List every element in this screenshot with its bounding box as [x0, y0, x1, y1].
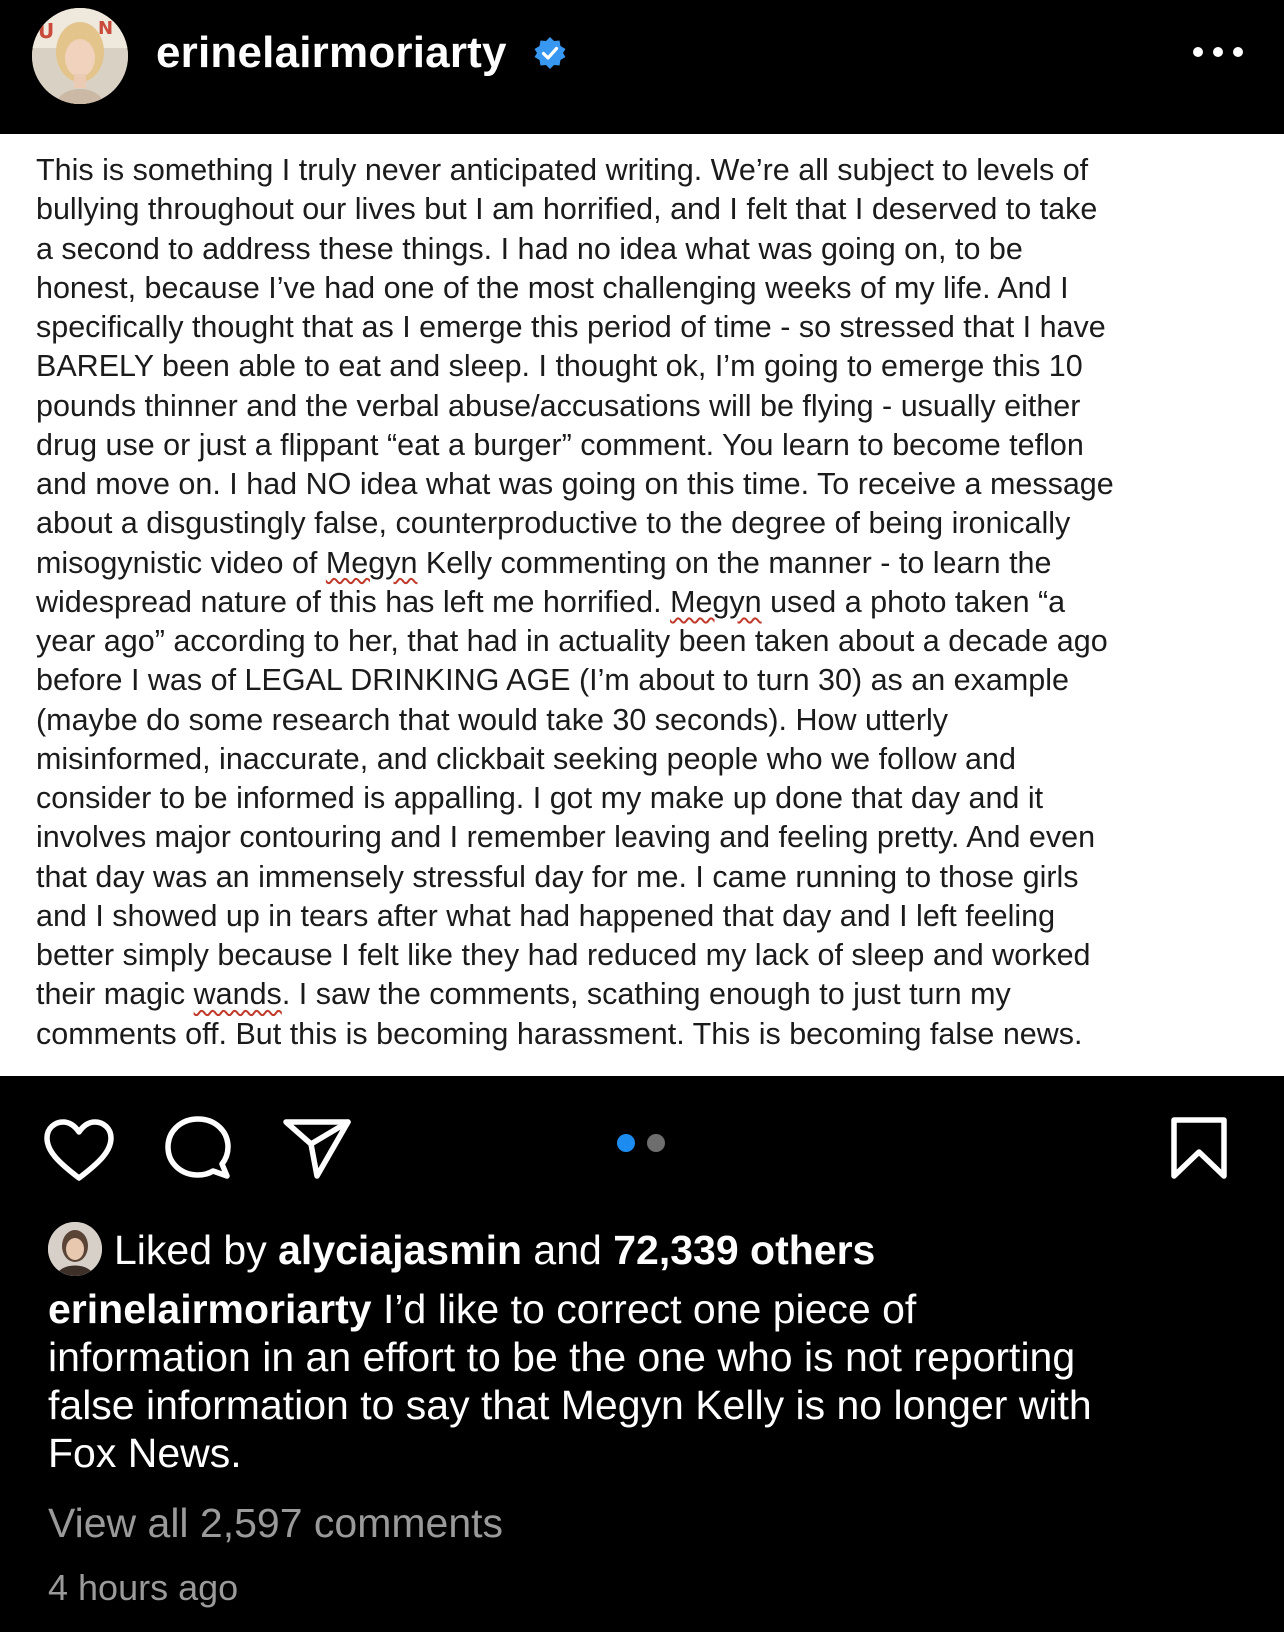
post-text-line	[36, 504, 1261, 543]
likes-text	[114, 1226, 875, 1274]
post-text-line	[36, 387, 1261, 426]
post-image[interactable]	[0, 134, 1284, 1076]
liker-username[interactable]: alyciajasmin	[278, 1227, 523, 1273]
likes-prefix: Liked by	[114, 1227, 267, 1273]
post-text-line	[36, 347, 1261, 386]
post-text-line	[36, 544, 1261, 583]
post-text-segment: and I showed up in tears after what had happened that day and I left feeling	[36, 898, 1056, 933]
profile-avatar[interactable]	[32, 8, 128, 104]
post-text-segment: that day was an immensely stressful day for me. I came running to those girls	[36, 859, 1079, 894]
misspelled-word: Megyn	[670, 584, 762, 619]
post-text-line	[36, 151, 1261, 190]
post-text-line	[36, 936, 1261, 975]
post-header	[0, 0, 1284, 134]
misspelled-word: wands	[193, 977, 282, 1012]
svg-text:U: U	[38, 19, 55, 43]
post-text-line	[36, 897, 1261, 936]
post-text-segment: involves major contouring and I remember leaving and feeling pretty. And even	[36, 820, 1096, 855]
likes-connector: and	[533, 1227, 602, 1273]
post-text-segment: pounds thinner and the verbal abuse/accusations will be flying - usually either	[36, 388, 1081, 423]
post-text-segment: misinformed, inaccurate, and clickbait seeking people who we follow and	[36, 741, 1016, 776]
svg-text:N: N	[98, 18, 114, 39]
post-text-line	[36, 308, 1261, 347]
post-text-segment: Kelly commenting on the manner - to learn the	[417, 545, 1052, 580]
post-text-line	[36, 779, 1261, 818]
post-image-text	[36, 151, 1261, 1054]
post-text-segment: specifically thought that as I emerge this period of time - so stressed that I have	[36, 310, 1106, 344]
post-text-segment: widespread nature of this has left me horrified.	[36, 584, 671, 619]
caption-line: false information to say that Megyn Kelly is no longer with	[48, 1382, 1092, 1428]
post-text-segment: about a disgustingly false, counterproductive to the degree of being ironically	[36, 506, 1071, 541]
post-text-segment: a second to address these things. I had no idea what was going on, to be	[36, 231, 1023, 266]
post-text-segment: before I was of LEGAL DRINKING AGE (I’m about to turn 30) as an example	[36, 663, 1069, 698]
post-text-line	[36, 975, 1261, 1014]
post-text-segment: . I saw the comments, scathing enough to just turn my	[281, 977, 1011, 1012]
heart-icon[interactable]	[42, 1118, 116, 1184]
post-text-line	[36, 622, 1261, 661]
caption-line: Fox News.	[48, 1430, 242, 1476]
view-all-comments-link[interactable]: View all 2,597 comments	[48, 1500, 504, 1546]
bookmark-icon[interactable]	[1168, 1116, 1230, 1182]
post-text-segment: used a photo taken “a	[761, 584, 1066, 619]
post-text-segment: BARELY been able to eat and sleep. I thought ok, I’m going to emerge this 10	[36, 349, 1083, 384]
post-text-segment: their magic	[36, 977, 194, 1012]
post-text-segment: (maybe do some research that would take 30 seconds). How utterly	[36, 702, 949, 737]
post-text-line	[36, 701, 1261, 740]
post-text-segment: honest, because I’ve had one of the most challenging weeks of my life. And I	[36, 270, 1069, 305]
post-text-line	[36, 661, 1261, 700]
post-text-line	[36, 583, 1261, 622]
post-username[interactable]: erinelairmoriarty	[156, 28, 507, 77]
post-text-line	[36, 818, 1261, 857]
post-text-line	[36, 858, 1261, 897]
caption-line: information in an effort to be the one who is not reporting	[48, 1334, 1076, 1380]
carousel-dot-active	[617, 1134, 635, 1152]
liker-photo-icon	[48, 1222, 102, 1276]
post-text-line	[36, 269, 1261, 308]
post-text-line	[36, 740, 1261, 779]
caption-username[interactable]: erinelairmoriarty	[48, 1286, 372, 1332]
post-text-segment: bullying throughout our lives but I am horrified, and I felt that I deserved to take	[36, 192, 1098, 227]
more-options-icon[interactable]	[1190, 36, 1246, 68]
caption-text: I’d like to correct one piece of	[383, 1286, 917, 1332]
caption-line	[48, 1285, 1258, 1333]
likes-count[interactable]: 72,339 others	[613, 1227, 876, 1273]
profile-photo-icon	[32, 8, 128, 104]
post-text-line	[36, 465, 1261, 504]
post-text-segment: This is something I truly never anticipated writing. We’re all subject to levels of	[36, 153, 1089, 187]
post-text-line	[36, 230, 1261, 269]
post-text-segment: drug use or just a flippant “eat a burger” comment. You learn to become teflon	[36, 427, 1084, 462]
verified-badge-icon	[533, 36, 567, 70]
carousel-indicator	[617, 1134, 667, 1154]
post-text-line	[36, 426, 1261, 465]
post-text-line	[36, 1015, 1261, 1054]
post-text-segment: comments off. But this is becoming harassment. This is becoming false news.	[36, 1016, 1083, 1051]
post-text-segment: and move on. I had NO idea what was going on this time. To receive a message	[36, 467, 1114, 501]
post-text-line	[36, 190, 1261, 229]
post-timestamp: 4 hours ago	[48, 1567, 239, 1608]
carousel-dot	[647, 1134, 665, 1152]
paper-plane-icon[interactable]	[282, 1116, 352, 1180]
post-text-segment: year ago” according to her, that had in actuality been taken about a decade ago	[36, 624, 1108, 658]
liker-avatar[interactable]	[48, 1222, 102, 1276]
comment-bubble-icon[interactable]	[164, 1114, 232, 1182]
post-text-segment: misogynistic video of	[36, 545, 326, 580]
post-text-segment: consider to be informed is appalling. I got my make up done that day and it	[36, 781, 1044, 815]
misspelled-word: Megyn	[325, 545, 418, 580]
post-text-segment: better simply because I felt like they had reduced my lack of sleep and worked	[36, 938, 1091, 972]
post-caption	[48, 1285, 1258, 1477]
